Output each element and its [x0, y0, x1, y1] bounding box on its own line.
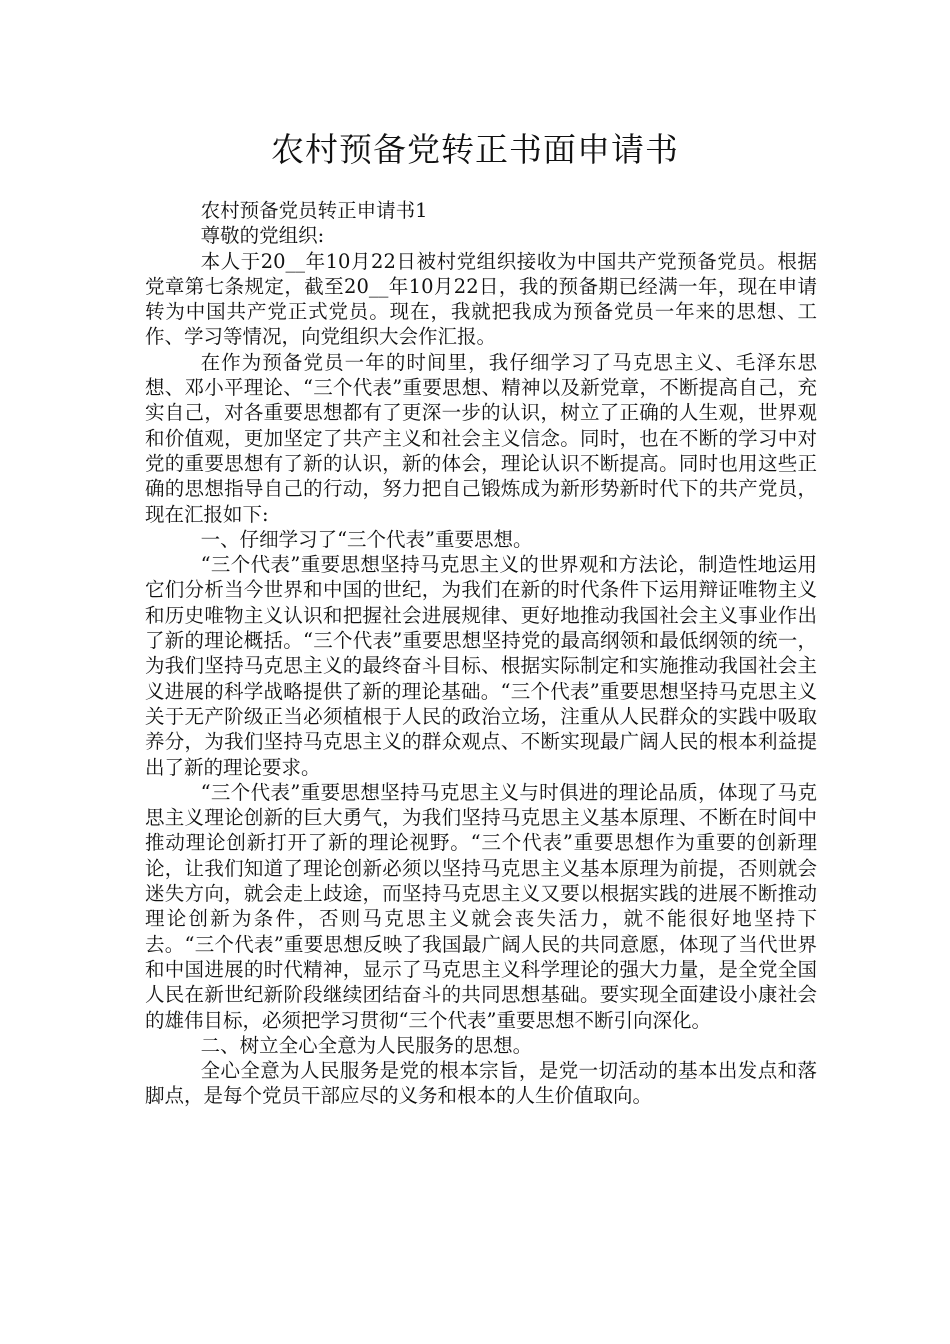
- section-heading: 一、仔细学习了“三个代表”重要思想。: [200, 527, 533, 551]
- paragraph: “三个代表”重要思想坚持马克思主义的世界观和方法论，制造性地运用它们分析当今世界和中国的世纪，为我们在新的时代条件下运用辩证唯物主义和历史唯物主义认识和把握社会进展规律、更好地推动我国社会主义事业作出了新的理论概括。“三个代表”重要思想坚持党的最高纲领和最低纲领的统一，为我们坚持马克思主义的最终奋斗目标、根据实际制定和实施推动我国社会主义进展的科学战略提供了新的理论基础。“三个代表”重要思想坚持马克思主义关于无产阶级正当必须植根于人民的政治立场，注重从人民群众的实践中吸取养分，为我们坚持马克思主义的群众观点、不断实现最广阔人民的根本利益提出了新的理论要求。: [145, 553, 817, 779]
- document-title: 农村预备党转正书面申请书: [271, 130, 679, 169]
- paragraph-salutation: 尊敬的党组织:: [200, 224, 325, 248]
- paragraph: 本人于20__年10月22日被村党组织接收为中国共产党预备党员。根据党章第七条规定，截至20__年10月22日，我的预备期已经满一年，现在申请转为中国共产党正式党员。现在，我就把我成为预备党员一年来的思想、工作、学习等情况，向党组织大会作汇报。: [145, 249, 817, 349]
- document-body: [145, 198, 817, 1109]
- paragraph: 全心全意为人民服务是党的根本宗旨，是党一切活动的基本出发点和落脚点，是每个党员干部应尽的义务和根本的人生价值取向。: [145, 1059, 817, 1108]
- paragraph: “三个代表”重要思想坚持马克思主义与时俱进的理论品质，体现了马克思主义理论创新的巨大勇气，为我们坚持马克思主义基本原理、不断在时间中推动理论创新打开了新的理论视野。“三个代表”重要思想作为重要的创新理论，让我们知道了理论创新必须以坚持马克思主义基本原理为前提，否则就会迷失方向，就会走上歧途，而坚持马克思主义又要以根据实践的进展不断推动理论创新为条件，否则马克思主义就会丧失活力，就不能很好地坚持下去。“三个代表”重要思想反映了我国最广阔人民的共同意愿，体现了当代世界和中国进展的时代精神，显示了马克思主义科学理论的强大力量，是全党全国人民在新世纪新阶段继续团结奋斗的共同思想基础。要实现全面建设小康社会的雄伟目标，必须把学习贯彻“三个代表”重要思想不断引向深化。: [145, 780, 817, 1032]
- section-heading: 二、树立全心全意为人民服务的思想。: [200, 1033, 533, 1057]
- paragraph-subtitle: 农村预备党员转正申请书1: [200, 199, 428, 222]
- paragraph: 在作为预备党员一年的时间里，我仔细学习了马克思主义、毛泽东思想、邓小平理论、“三个代表”重要思想、精神以及新党章，不断提高自己，充实自己，对各重要思想都有了更深一步的认识，树立了正确的人生观，世界观和价值观，更加坚定了共产主义和社会主义信念。同时，也在不断的学习中对党的重要思想有了新的认识，新的体会，理论认识不断提高。同时也用这些正确的思想指导自己的行动，努力把自己锻炼成为新形势新时代下的共产党员，现在汇报如下:: [145, 350, 817, 526]
